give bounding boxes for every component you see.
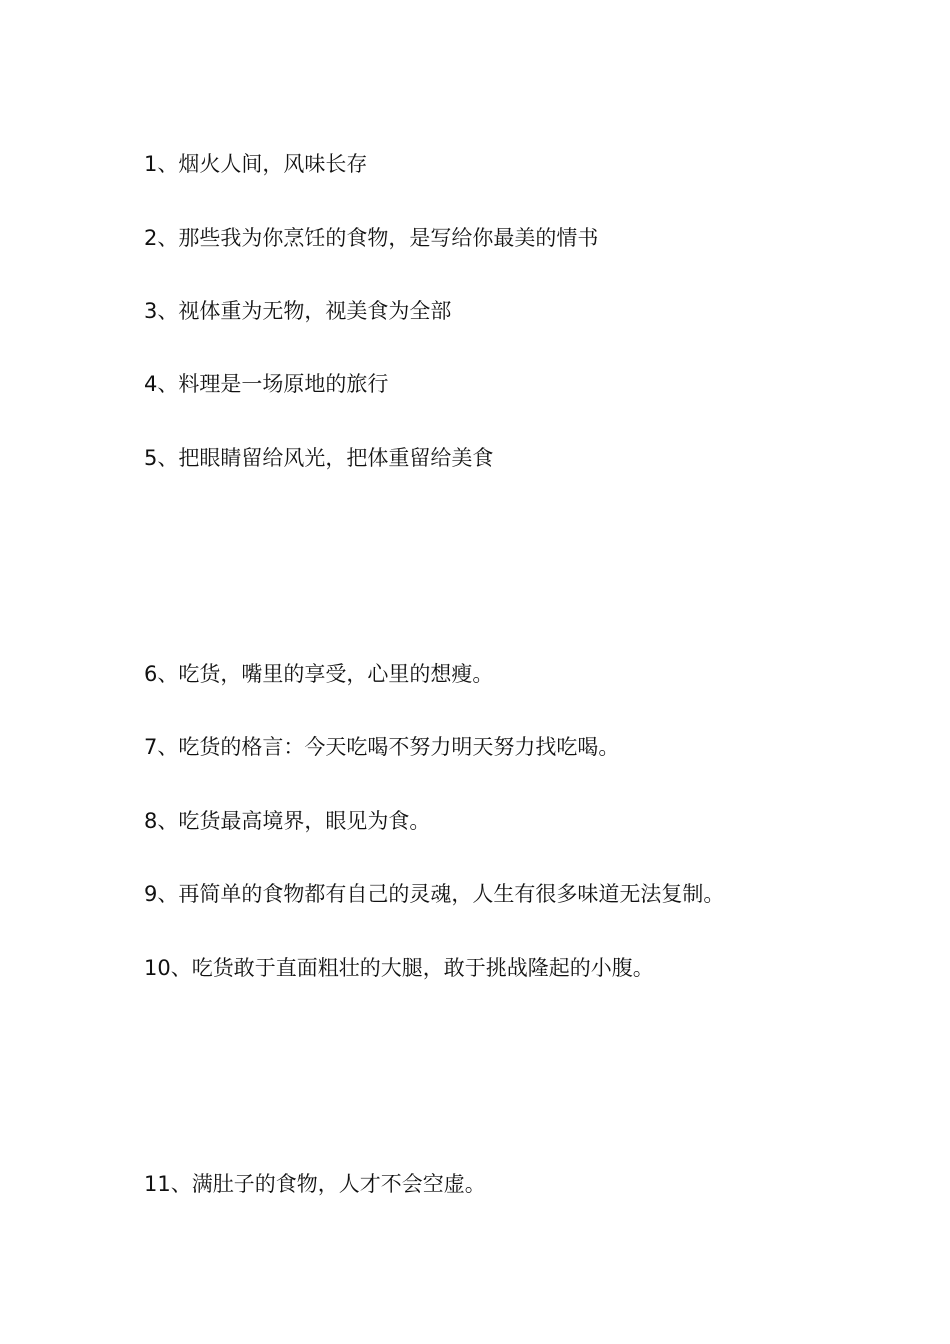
quote-line-10: 10、吃货敢于直面粗壮的大腿，敢于挑战隆起的小腹。 (144, 956, 654, 980)
quote-line-5: 5、把眼睛留给风光，把体重留给美食 (144, 446, 494, 470)
quote-line-1: 1、烟火人间，风味长存 (144, 152, 368, 176)
quote-line-6: 6、吃货，嘴里的享受，心里的想瘦。 (144, 662, 494, 686)
quote-line-3: 3、视体重为无物，视美食为全部 (144, 299, 452, 323)
quote-line-11: 11、满肚子的食物，人才不会空虚。 (144, 1172, 486, 1196)
quote-line-4: 4、料理是一场原地的旅行 (144, 372, 389, 396)
quote-line-9: 9、再简单的食物都有自己的灵魂，人生有很多味道无法复制。 (144, 882, 725, 906)
quote-line-7: 7、吃货的格言：今天吃喝不努力明天努力找吃喝。 (144, 735, 620, 759)
quote-line-2: 2、那些我为你烹饪的食物，是写给你最美的情书 (144, 226, 599, 250)
quote-line-8: 8、吃货最高境界，眼见为食。 (144, 809, 431, 833)
